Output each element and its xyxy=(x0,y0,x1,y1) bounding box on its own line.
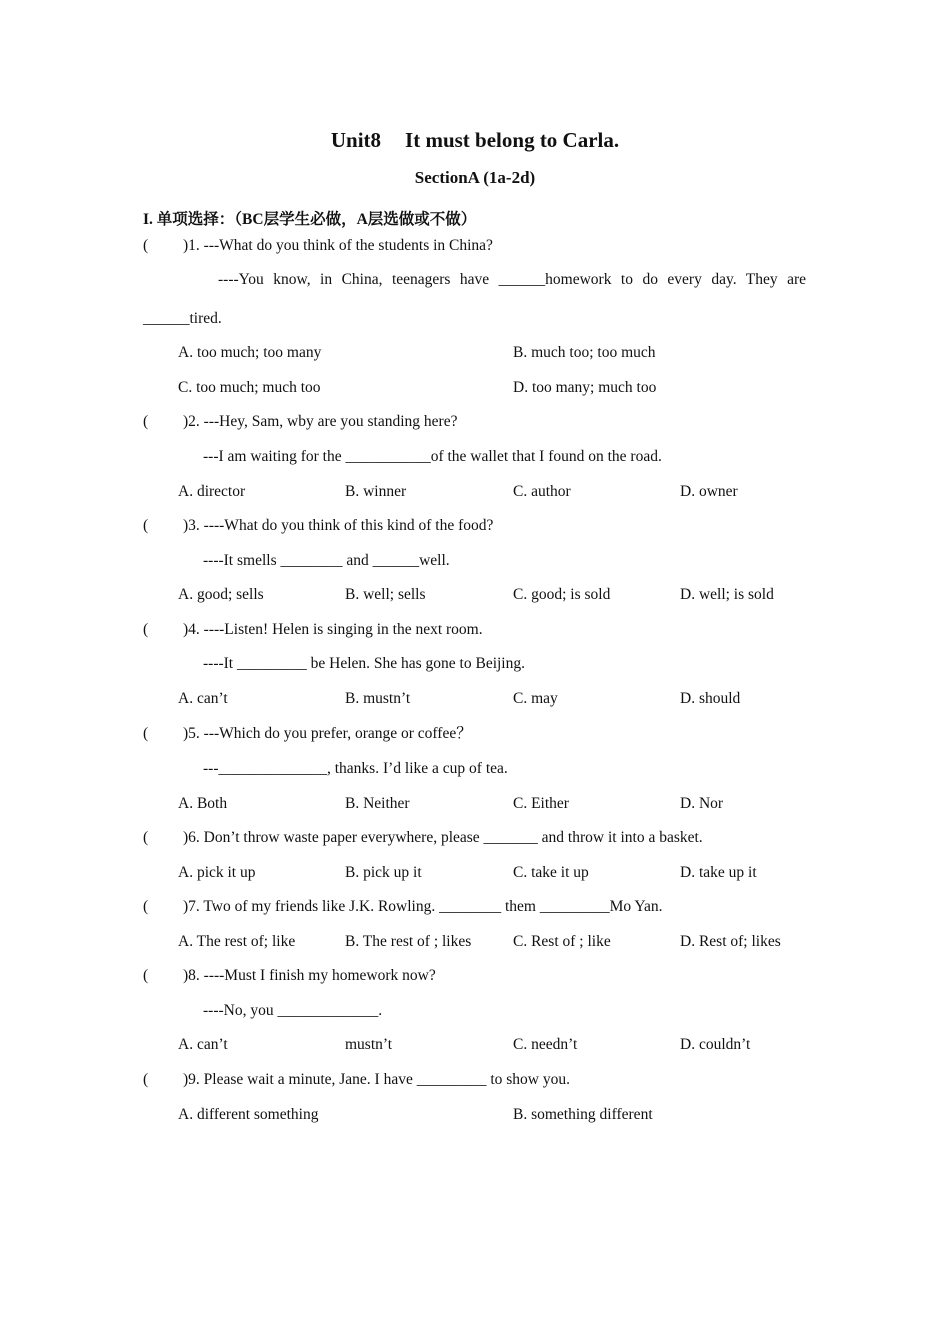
q3-option-a: A. good; sells xyxy=(178,586,264,603)
q5-option-c: C. Either xyxy=(513,795,569,812)
question-1-line3: ______tired. xyxy=(143,310,222,327)
q5-option-a: A. Both xyxy=(178,795,228,812)
q7-option-b: B. The rest of ; likes xyxy=(345,933,472,950)
question-9: ( )9. Please wait a minute, Jane. I have _________ to show you. xyxy=(143,1071,570,1088)
q4-option-c: C. may xyxy=(513,690,558,707)
question-5: ( )5. ---Which do you prefer, orange or coffee？ xyxy=(143,725,472,742)
q3-option-d: D. well; is sold xyxy=(680,586,774,603)
question-3: ( )3. ----What do you think of this kind of the food? xyxy=(143,517,494,534)
q2-option-b: B. winner xyxy=(345,483,407,500)
q6-option-b: B. pick up it xyxy=(345,864,422,881)
q2-option-d: D. owner xyxy=(680,483,738,500)
q2-option-c: C. author xyxy=(513,483,571,500)
q8-option-d: D. couldn’t xyxy=(680,1036,751,1053)
q1-option-d: D. too many; much too xyxy=(513,379,657,396)
question-6: ( )6. Don’t throw waste paper everywhere, please _______ and throw it into a basket. xyxy=(143,829,703,846)
page-title xyxy=(0,128,950,153)
section-subtitle: SectionA (1a-2d) xyxy=(414,168,536,187)
q8-option-b: mustn’t xyxy=(345,1036,393,1053)
q7-option-d: D. Rest of; likes xyxy=(680,933,781,950)
q7-option-c: C. Rest of ; like xyxy=(513,933,611,950)
q1-option-c: C. too much; much too xyxy=(178,379,321,396)
question-1-line2: ----You know, in China, teenagers have ______homework to do every day. They are xyxy=(218,271,806,288)
q4-option-a: A. can’t xyxy=(178,690,228,707)
unit-title: It must belong to Carla. xyxy=(405,128,620,152)
q8-option-c: C. needn’t xyxy=(513,1036,578,1053)
q2-option-a: A. director xyxy=(178,483,246,500)
question-2: ( )2. ---Hey, Sam, wby are you standing here? xyxy=(143,413,458,430)
q3-option-b: B. well; sells xyxy=(345,586,426,603)
question-2-line2: ---I am waiting for the ___________of the wallet that I found on the road. xyxy=(203,448,662,465)
q7-option-a: A. The rest of; like xyxy=(178,933,296,950)
q5-option-d: D. Nor xyxy=(680,795,724,812)
q1-option-b: B. much too; too much xyxy=(513,344,656,361)
section-heading: I. 单项选择：（BC层学生必做，A层选做或不做） xyxy=(143,211,477,228)
question-1: ( )1. ---What do you think of the students in China? xyxy=(143,237,493,254)
unit-label: Unit8 xyxy=(330,128,382,152)
q9-option-a: A. different something xyxy=(178,1106,319,1123)
question-3-line2: ----It smells ________ and ______well. xyxy=(203,552,450,569)
q3-option-c: C. good; is sold xyxy=(513,586,611,603)
q1-option-a: A. too much; too many xyxy=(178,344,322,361)
q6-option-c: C. take it up xyxy=(513,864,589,881)
question-8: ( )8. ----Must I finish my homework now? xyxy=(143,967,436,984)
question-4: ( )4. ----Listen! Helen is singing in the next room. xyxy=(143,621,483,638)
q9-option-b: B. something different xyxy=(513,1106,653,1123)
q8-option-a: A. can’t xyxy=(178,1036,228,1053)
question-7: ( )7. Two of my friends like J.K. Rowling. ________ them _________Mo Yan. xyxy=(143,898,663,915)
q4-option-b: B. mustn’t xyxy=(345,690,411,707)
question-8-line2: ----No, you _____________. xyxy=(203,1002,383,1019)
question-5-line2: ---______________, thanks. I’d like a cup of tea. xyxy=(203,760,508,777)
q6-option-d: D. take up it xyxy=(680,864,757,881)
q6-option-a: A. pick it up xyxy=(178,864,256,881)
q4-option-d: D. should xyxy=(680,690,741,707)
q5-option-b: B. Neither xyxy=(345,795,410,812)
question-4-line2: ----It _________ be Helen. She has gone to Beijing. xyxy=(203,655,525,672)
